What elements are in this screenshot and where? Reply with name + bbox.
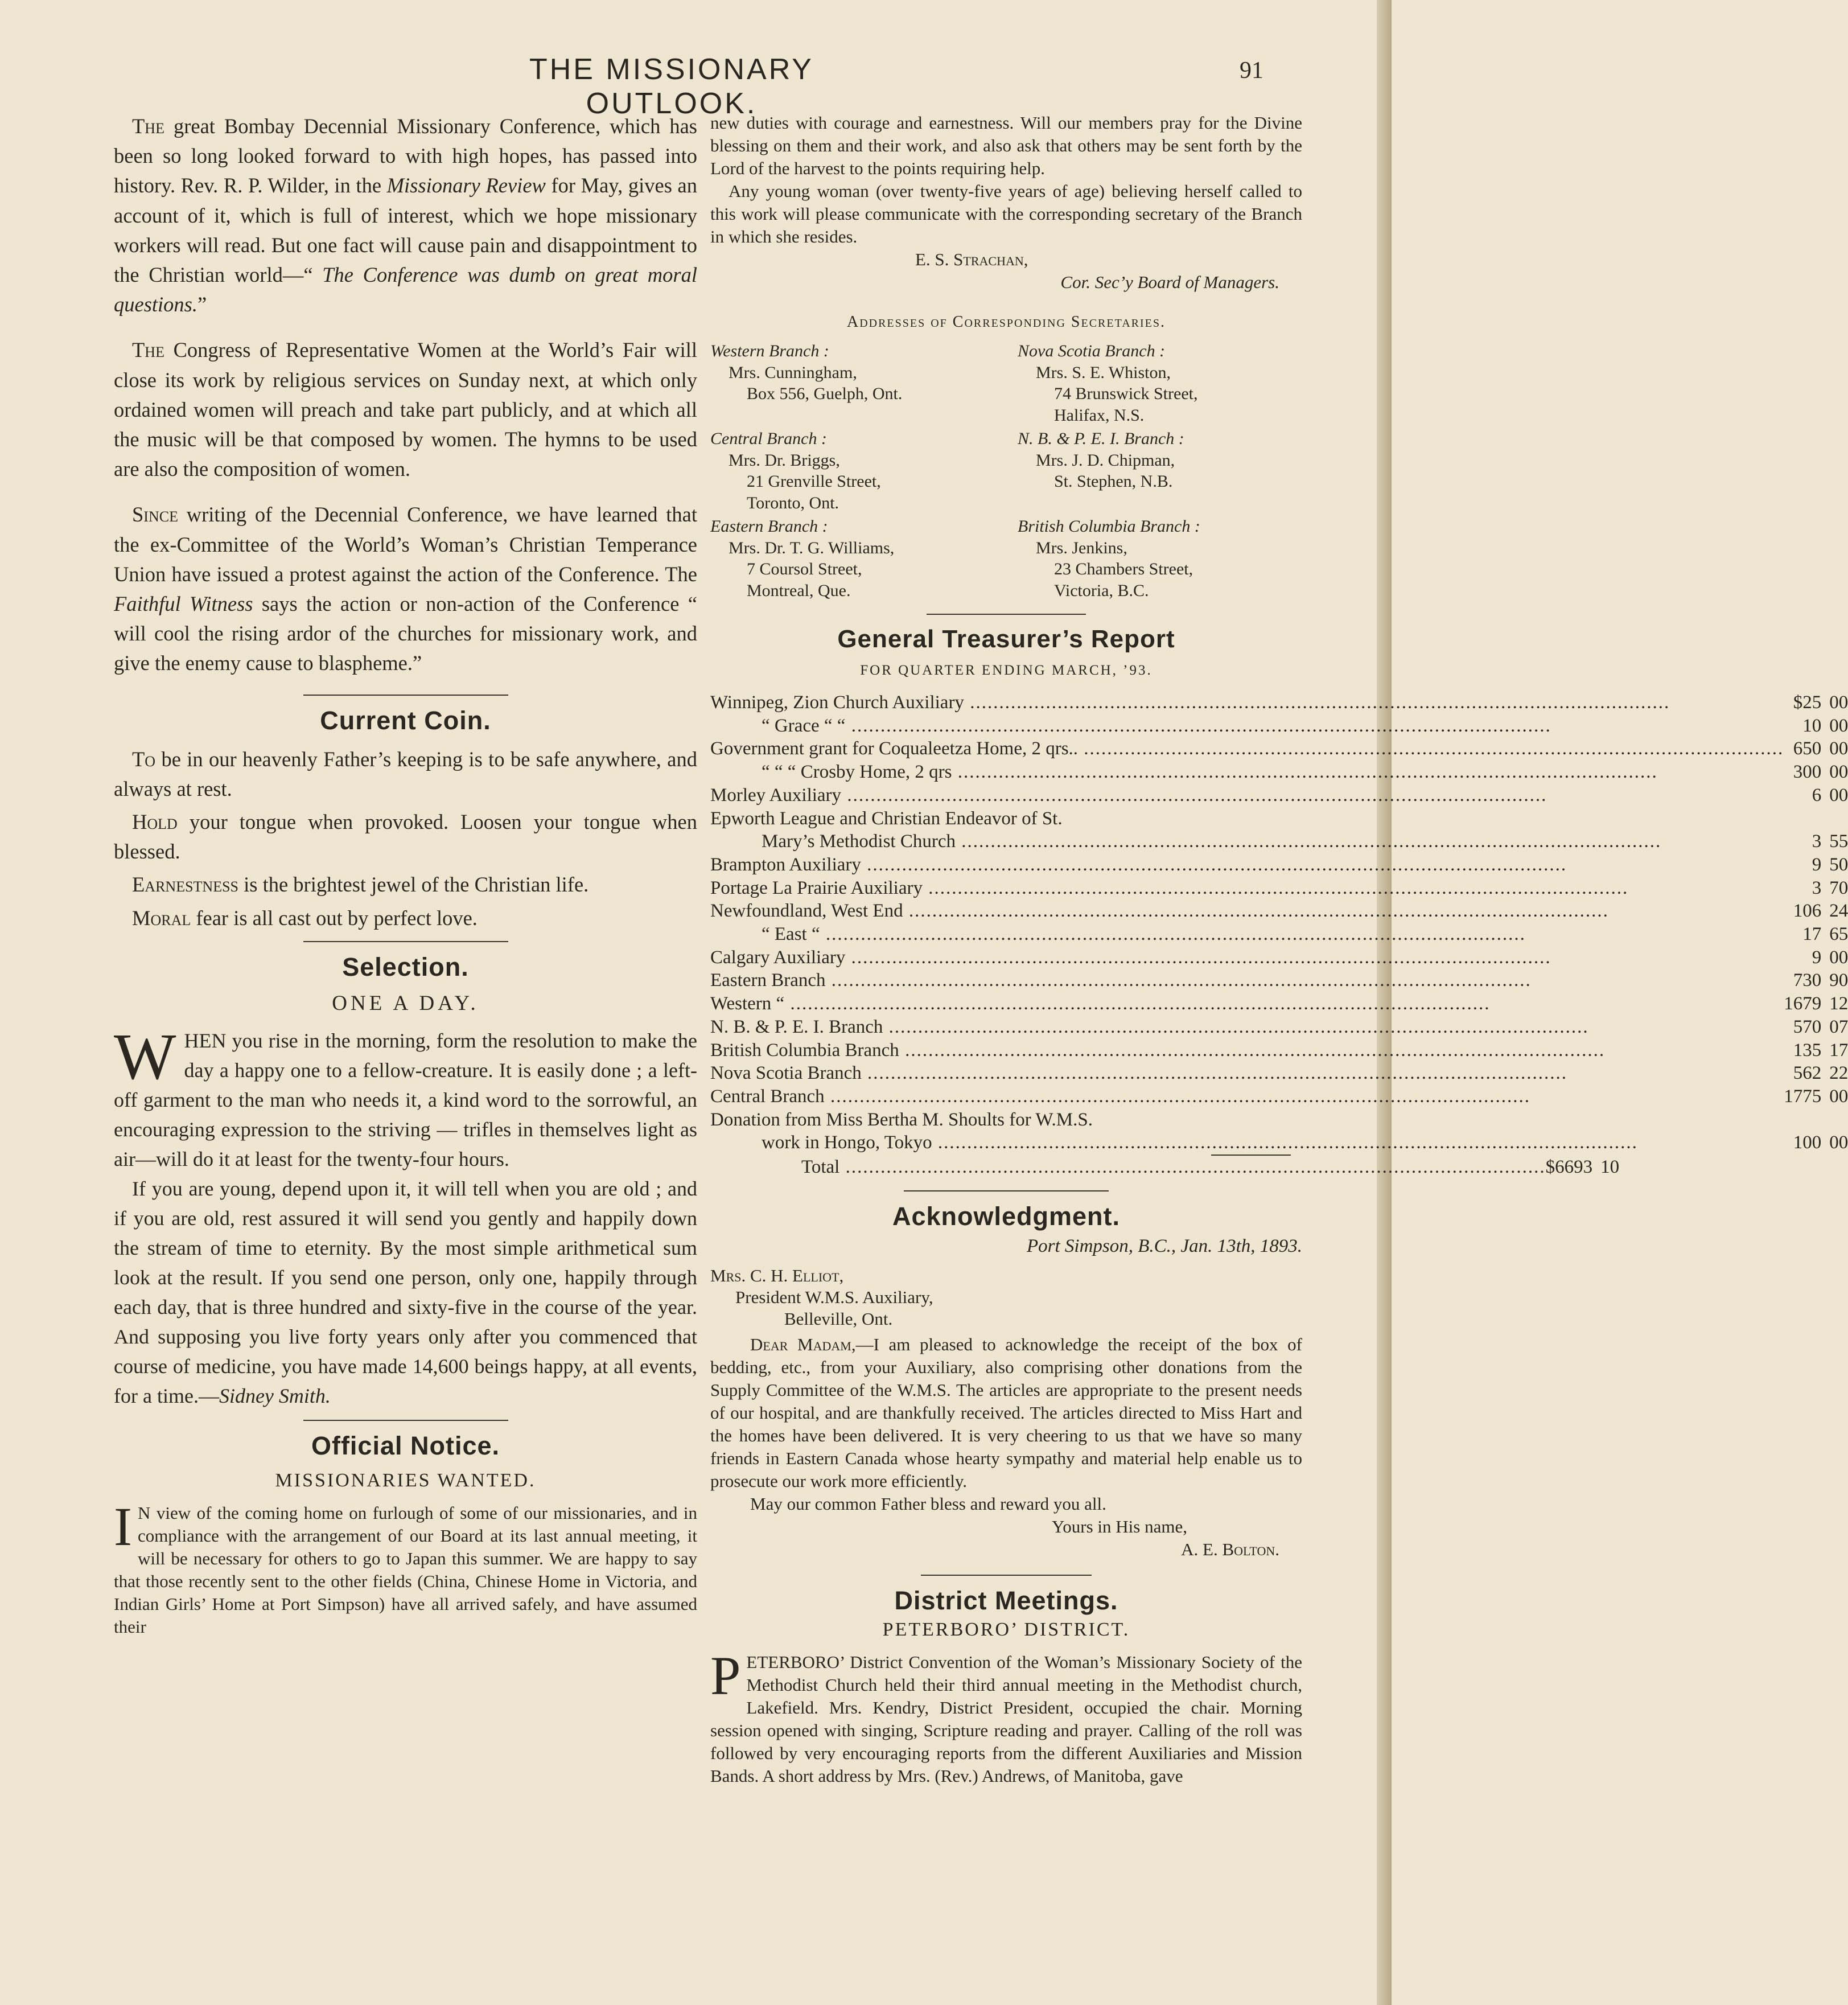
report-heading: General Treasurer’s Report <box>837 625 1175 653</box>
section-divider <box>904 1190 1109 1192</box>
report-cents: 00 <box>1829 1086 1848 1107</box>
letter-closing: Yours in His name, <box>1052 1516 1187 1536</box>
drop-cap: P <box>710 1645 741 1706</box>
report-cents: 90 <box>1829 970 1848 991</box>
report-caption: FOR QUARTER ENDING MARCH, ’93. <box>860 663 1153 678</box>
report-amount <box>1784 1108 1821 1132</box>
address-block: Eastern Branch : Mrs. Dr. T. G. Williams, 7 Coursol Street, Montreal, Que. <box>710 517 895 600</box>
report-cents: 00 <box>1829 738 1848 759</box>
coin-item: Earnestness is the brightest jewel of the Christian life. <box>132 873 589 897</box>
report-amount: 10 <box>1802 715 1822 736</box>
section-divider <box>303 941 508 942</box>
report-row <box>710 923 1848 946</box>
report-cents: 22 <box>1829 1063 1848 1084</box>
report-item: Mary’s Methodist Church <box>762 831 956 852</box>
report-row <box>710 992 1848 1016</box>
report-amount: 6 <box>1812 784 1822 806</box>
letter-address: Mrs. C. H. Elliot, President W.M.S. Auxiliary, Belleville, Ont. <box>710 1265 933 1329</box>
report-amount: 106 <box>1793 901 1822 922</box>
report-row <box>710 1131 1848 1154</box>
report-amount: 3 <box>1812 831 1822 852</box>
report-row <box>710 761 1848 784</box>
report-row <box>710 714 1848 738</box>
report-row <box>710 1085 1848 1108</box>
right-column <box>710 112 1848 1788</box>
letter-signature: A. E. Bolton. <box>1181 1539 1279 1559</box>
report-total <box>710 1156 1619 1179</box>
report-item: Winnipeg, Zion Church Auxiliary <box>710 692 964 713</box>
acknowledgment-heading: Acknowledgment. <box>892 1201 1121 1231</box>
report-item: Western “ <box>710 993 785 1014</box>
report-cents: 00 <box>1829 947 1848 968</box>
district-meetings-heading: District Meetings. <box>894 1585 1118 1615</box>
total-amount: $6693 <box>1545 1157 1593 1178</box>
report-row <box>710 691 1848 714</box>
left-column <box>114 112 697 1638</box>
drop-cap: I <box>114 1495 132 1557</box>
report-cents: 65 <box>1829 924 1848 945</box>
bombay-paragraph: The great Bombay Decennial Missionary Conference, which has been so long looked forward to with high hopes, has passed into history. Rev. R. P. Wilder, in the Missionary Review for May, gives an account of it, which is full of interest, which we hope missionary workers will read. But one fact will cause pain and disappointment to the Christian world—“ The Conference was dumb on great moral questions.” <box>114 114 697 317</box>
district-subheading: PETERBORO’ DISTRICT. <box>882 1618 1130 1640</box>
report-row <box>710 853 1848 877</box>
report-item: Brampton Auxiliary <box>710 854 861 875</box>
page-number: 91 <box>1240 57 1263 84</box>
section-divider <box>921 1575 1092 1576</box>
report-item: N. B. & P. E. I. Branch <box>710 1016 883 1037</box>
signer-name: E. S. Strachan, <box>915 249 1028 269</box>
notice-continuation: new duties with courage and earnestness. Will our members pray for the Divine blessing on them and their work, and also ask that others may be sent forth by the Lord of the harvest to the points requiring help. <box>710 113 1302 178</box>
report-cents: 50 <box>1829 854 1848 875</box>
report-item: “ “ “ Crosby Home, 2 qrs <box>762 762 952 783</box>
report-amount: 300 <box>1793 762 1822 783</box>
address-block: N. B. & P. E. I. Branch : Mrs. J. D. Chipman, St. Stephen, N.B. <box>1018 429 1184 491</box>
report-cents: 12 <box>1829 993 1848 1014</box>
official-notice-heading: Official Notice. <box>311 1431 500 1460</box>
temperance-paragraph: Since writing of the Decennial Conference, we have learned that the ex-Committee of the World’s Woman’s Christian Temperance Union have issued a protest against the action of the Conference. The Faithful Witness says the action or non-action of the Conference “ will cool the rising ardor of the churches for missionary work, and give the enemy cause to blaspheme.” <box>114 503 697 675</box>
report-amount: 730 <box>1793 970 1822 991</box>
notice-paragraph: Any young woman (over twenty-five years of age) believing herself called to this work will please communicate with the corresponding secretary of the Branch in which she resides. <box>710 181 1302 246</box>
total-label: Total <box>801 1157 840 1178</box>
address-block: Nova Scotia Branch : Mrs. S. E. Whiston, 74 Brunswick Street, Halifax, N.S. <box>1018 342 1198 425</box>
report-amount: 562 <box>1793 1063 1822 1084</box>
addresses-title: Addresses of Corresponding Secretaries. <box>846 313 1166 331</box>
report-item: Portage La Prairie Auxiliary <box>710 877 923 898</box>
report-cents: 00 <box>1829 762 1848 783</box>
report-item: Epworth League and Christian Endeavor of St. <box>710 808 1063 829</box>
report-item: Nova Scotia Branch <box>710 1063 862 1084</box>
report-row <box>710 1039 1848 1062</box>
report-item: Calgary Auxiliary <box>710 947 846 968</box>
report-amount: 9 <box>1812 947 1822 968</box>
section-divider <box>927 614 1086 615</box>
letter-place-date: Port Simpson, B.C., Jan. 13th, 1893. <box>1027 1235 1302 1256</box>
report-row <box>710 946 1848 969</box>
running-title: THE MISSIONARY OUTLOOK. <box>529 53 814 120</box>
selection-heading: Selection. <box>342 952 469 981</box>
selection-paragraph: If you are young, depend upon it, it will tell when you are old ; and if you are old, rest assured it will send you gently and happily down the stream of time to eternity. By the most simple arithmetical sum look at the result. If you send one person, only one, happily through each day, that is three hundred and sixty-five in the course of the year. And supposing you live forty years only after you commenced that course of medicine, you have made 14,600 beings happy, at all events, for a time.—Sidney Smith. <box>114 1177 697 1407</box>
total-row <box>710 1156 1619 1179</box>
report-row <box>710 830 1848 853</box>
report-cents: 17 <box>1829 1040 1848 1061</box>
report-item: Morley Auxiliary <box>710 784 842 806</box>
report-cents: 00 <box>1829 715 1848 736</box>
report-item: “ East “ <box>762 924 820 945</box>
coin-item: To be in our heavenly Father’s keeping is to be safe anywhere, and always at rest. <box>114 747 697 800</box>
coin-item: Hold your tongue when provoked. Loosen your tongue when blessed. <box>114 810 697 864</box>
official-notice-subheading: MISSIONARIES WANTED. <box>275 1469 536 1491</box>
report-row <box>710 969 1848 992</box>
section-divider <box>303 695 508 696</box>
report-amount: 570 <box>1793 1016 1822 1037</box>
report-item: Newfoundland, West End <box>710 901 903 922</box>
congress-paragraph: The Congress of Representative Women at the World’s Fair will close its work by religious services on Sunday next, at which only ordained women will preach and take part publicly, and at which all the music will be that composed by women. The hymns to be used are also the composition of women. <box>114 338 697 481</box>
report-amount: 9 <box>1812 854 1822 875</box>
report-item: “ Grace “ “ <box>762 715 846 736</box>
section-divider <box>303 1420 508 1421</box>
report-row <box>710 784 1848 807</box>
address-block: British Columbia Branch : Mrs. Jenkins, 23 Chambers Street, Victoria, B.C. <box>1018 517 1200 600</box>
report-cents: 00 <box>1829 784 1848 806</box>
report-row <box>710 737 1848 761</box>
report-cents: 24 <box>1829 901 1848 922</box>
selection-paragraph: WHEN you rise in the morning, form the resolution to make the day a happy one to a fellow-creature. It is easily done ; a left-off garment to the man who needs it, a kind word to the sorrowful, an encouraging expression to the striving — trifles in themselves light as air—will do it at least for the twenty-four hours. <box>114 1020 697 1170</box>
total-cents: 10 <box>1600 1157 1620 1178</box>
report-amount: 135 <box>1793 1040 1822 1061</box>
report-cents: 07 <box>1829 1016 1848 1037</box>
report-row <box>710 1108 1848 1132</box>
district-paragraph: PETERBORO’ District Convention of the Woman’s Missionary Society of the Methodist Church held their third annual meeting in the Methodist church, Lakefield. Mrs. Kendry, District President, occupied the chair. Morning session opened with singing, Scripture reading and prayer. Calling of the roll was followed by very encouraging reports from the different Auxiliaries and Mission Bands. A short address by Mrs. (Rev.) Andrews, of Manitoba, gave <box>710 1645 1302 1786</box>
report-amount: 100 <box>1793 1132 1822 1153</box>
drop-cap: W <box>114 1020 176 1094</box>
report-item: work in Hongo, Tokyo <box>762 1132 932 1153</box>
report-cents: 55 <box>1829 831 1848 852</box>
addresses-grid <box>710 340 1302 603</box>
signer-title: Cor. Sec’y Board of Managers. <box>1060 272 1279 292</box>
coin-item: Moral fear is all cast out by perfect love. <box>132 906 478 930</box>
report-amount: 1679 <box>1784 993 1822 1014</box>
report-cents: 00 <box>1829 692 1848 713</box>
report-cents: 00 <box>1829 1132 1848 1153</box>
report-amount: 17 <box>1802 924 1822 945</box>
address-block: Western Branch : Mrs. Cunningham, Box 556, Guelph, Ont. <box>710 342 903 403</box>
report-amount: $25 <box>1793 692 1822 713</box>
current-coin-heading: Current Coin. <box>320 705 491 735</box>
selection-subheading: ONE A DAY. <box>332 991 479 1015</box>
report-amount: 1775 <box>1784 1086 1822 1107</box>
report-item: Government grant for Coqualeetza Home, 2 qrs.. <box>710 738 1079 759</box>
report-cents <box>1821 807 1848 831</box>
report-cents: 70 <box>1829 877 1848 898</box>
report-item: British Columbia Branch <box>710 1040 899 1061</box>
report-row <box>710 1062 1848 1085</box>
report-row <box>710 877 1848 900</box>
report-amount <box>1784 807 1821 831</box>
official-notice-paragraph: I N view of the coming home on furlough of some of our missionaries, and in compliance with the arrangement of our Board at its last annual meeting, it will be necessary for others to go to Japan this summer. We are happy to say that those recently sent to the other fields (China, Chinese Home in Victoria, and Indian Girls’ Home at Port Simpson) have all arrived safely, and have assumed their <box>114 1495 697 1637</box>
report-item: Eastern Branch <box>710 970 826 991</box>
report-row <box>710 1016 1848 1039</box>
report-amount: 3 <box>1812 877 1822 898</box>
report-row <box>710 807 1848 831</box>
report-cents <box>1821 1108 1848 1132</box>
address-block: Central Branch : Mrs. Dr. Briggs, 21 Grenville Street, Toronto, Ont. <box>710 429 881 512</box>
report-item: Donation from Miss Bertha M. Shoults for W.M.S. <box>710 1109 1093 1130</box>
treasurer-report-table <box>710 691 1848 1154</box>
report-amount: 650 <box>1793 738 1822 759</box>
letter-body: Dear Madam,—I am pleased to acknowledge the receipt of the box of bedding, etc., from your Auxiliary, also comprising other donations from the Supply Committee of the W.M.S. The articles are appropriate to the present needs of our hospital, and are thankfully received. The articles directed to Miss Hart and the homes have been delivered. It is very cheering to us that we have so many friends in Eastern Canada whose hearty sympathy and material help enable us to prosecute our work more efficiently. <box>710 1334 1302 1491</box>
report-row <box>710 899 1848 923</box>
report-item: Central Branch <box>710 1086 825 1107</box>
letter-blessing: May our common Father bless and reward you all. <box>750 1493 1106 1514</box>
